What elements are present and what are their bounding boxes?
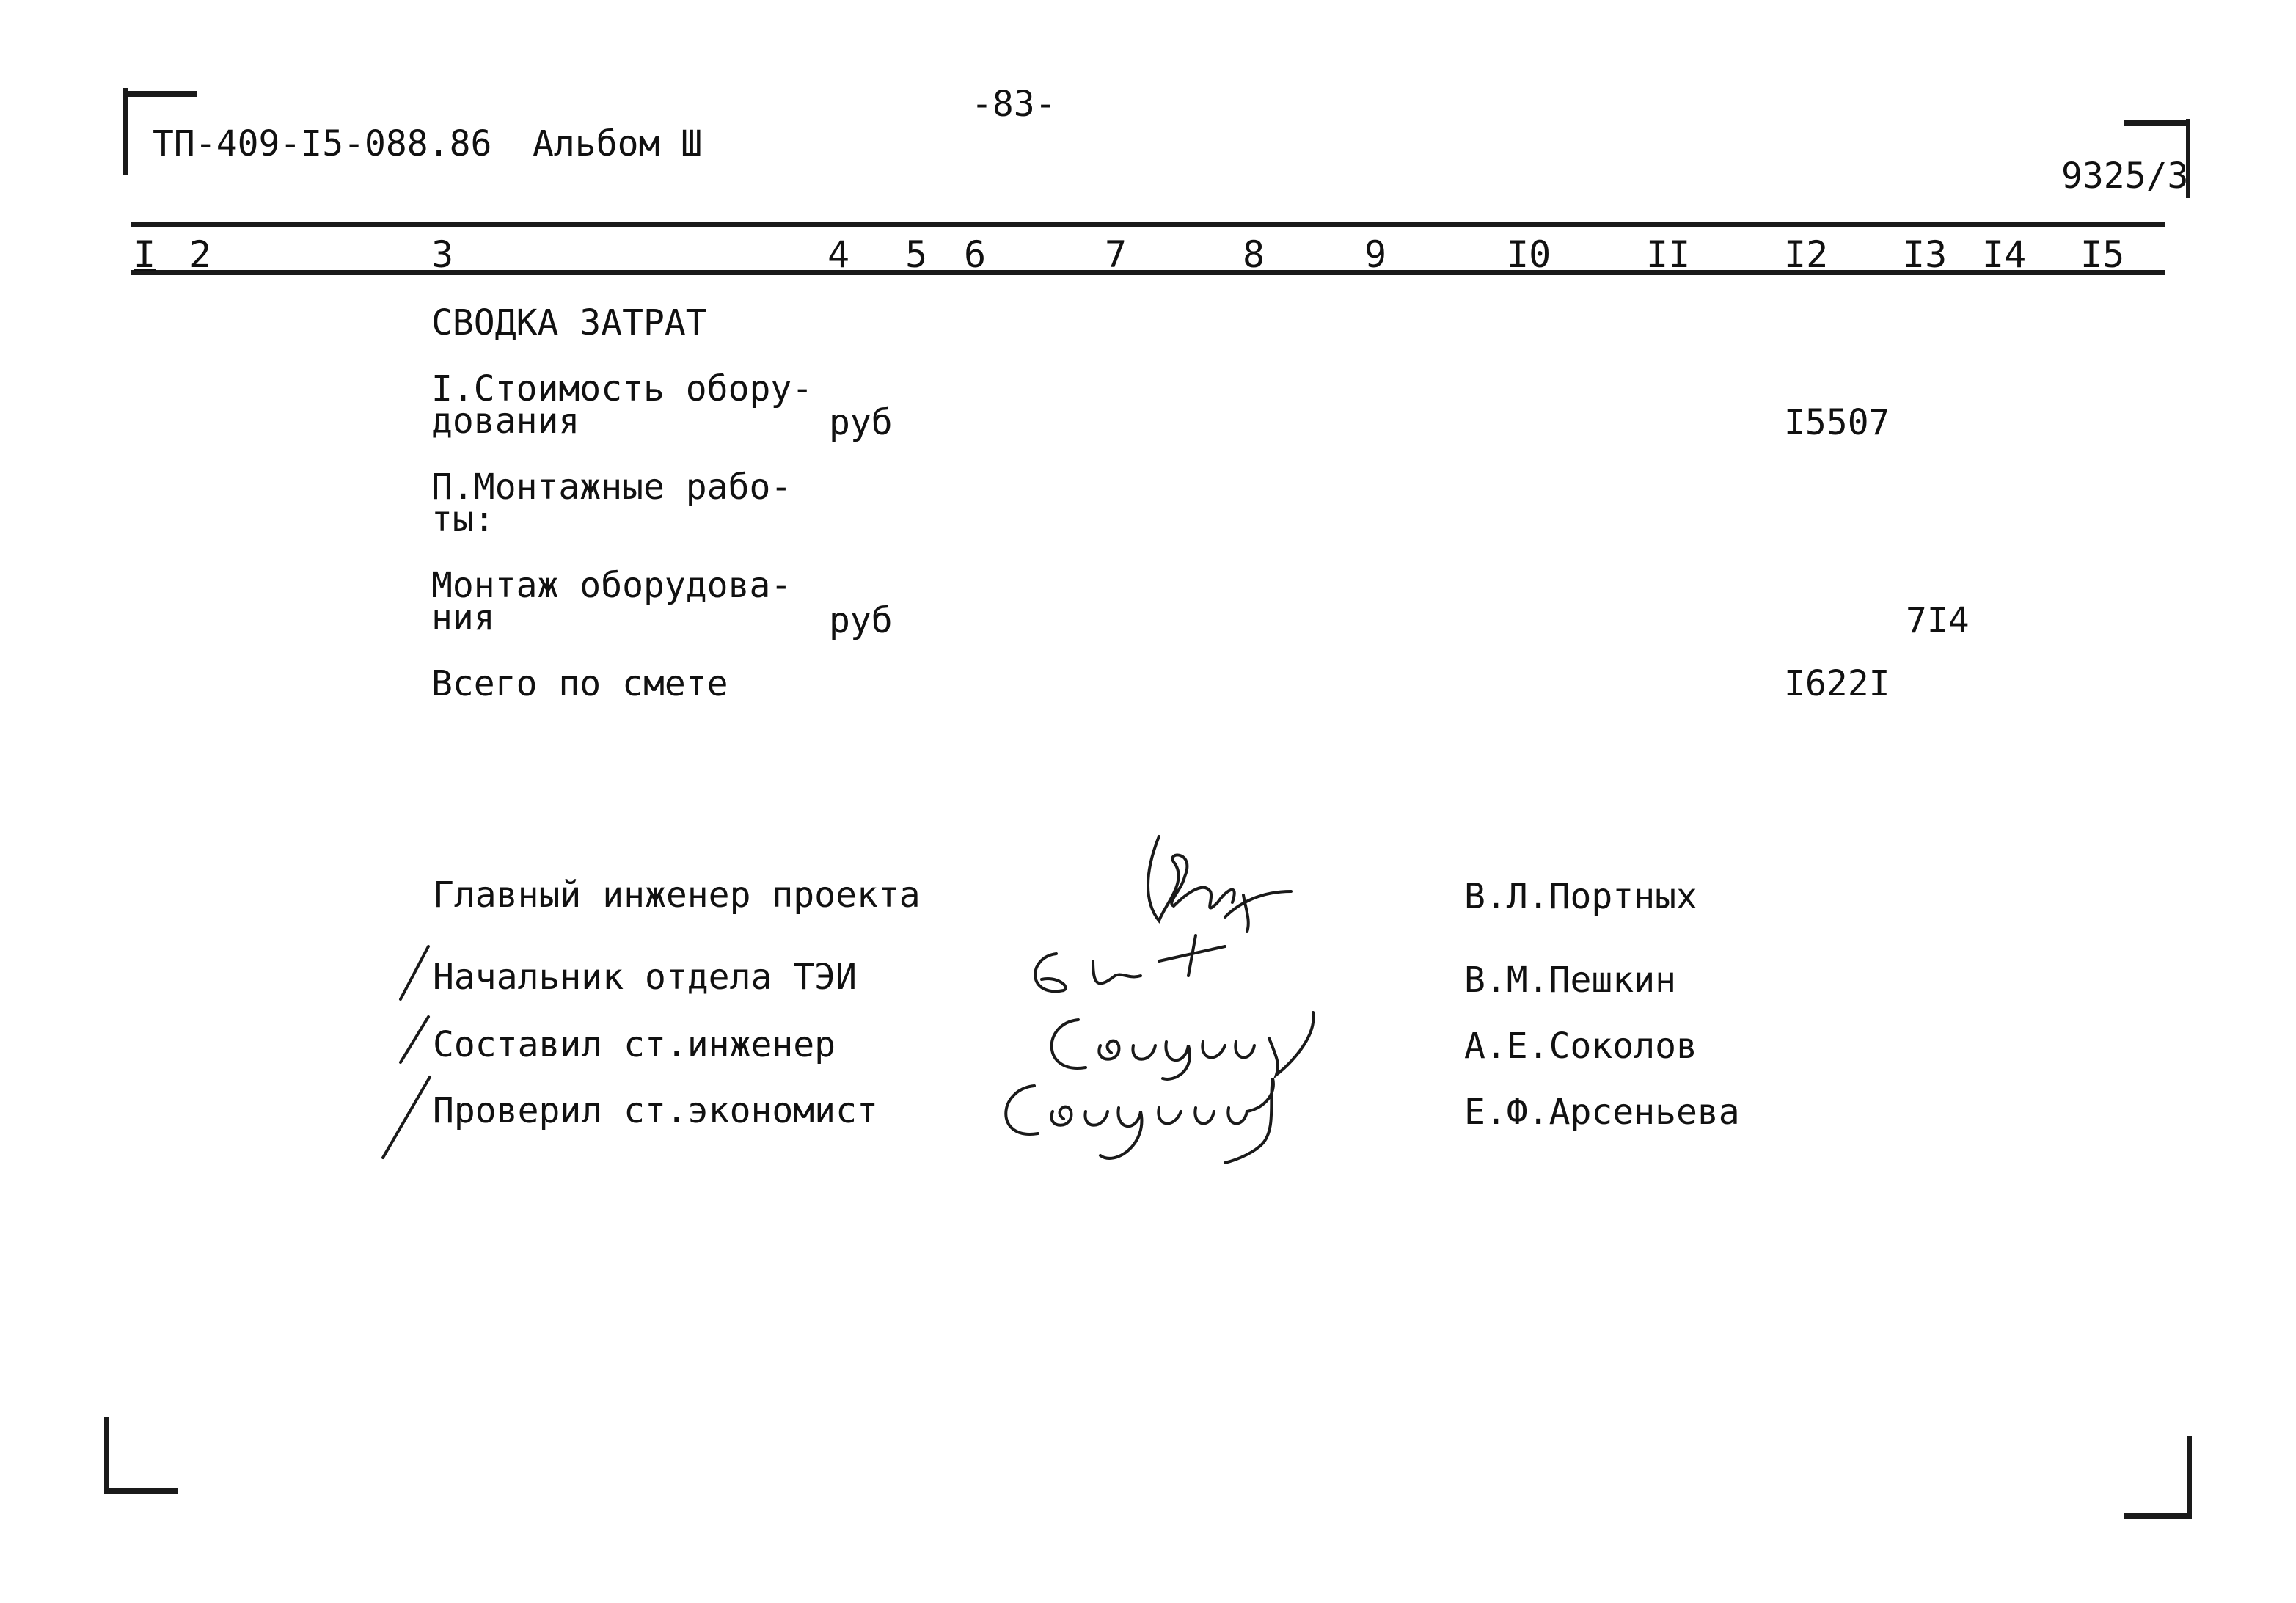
corner-mark-bottom-right-bar xyxy=(2124,1513,2192,1519)
column-number: 7 xyxy=(1105,233,1127,276)
column-number: II xyxy=(1646,233,1691,276)
page-number: -83- xyxy=(971,84,1056,125)
signature-role: Проверил ст.экономист xyxy=(433,1090,878,1131)
signature-role: Начальник отдела ТЭИ xyxy=(433,957,857,998)
summary-row-text: Монтаж оборудова- ния xyxy=(431,565,792,639)
summary-row-text: П.Монтажные рабо- ты: xyxy=(431,467,792,541)
column-number: 5 xyxy=(905,233,928,276)
column-number: 3 xyxy=(431,233,454,276)
summary-total-col12: I622I xyxy=(1784,663,1890,704)
column-number: 4 xyxy=(827,233,850,276)
column-number: I3 xyxy=(1903,233,1948,276)
corner-mark-top-right-bar xyxy=(2124,120,2190,126)
signature-arsenyeva-icon xyxy=(983,1071,1320,1174)
doc-code: ТП-409-I5-088.86 xyxy=(153,123,492,164)
corner-mark-bottom-left-bar xyxy=(104,1488,178,1494)
signature-role: Составил ст.инженер xyxy=(433,1024,836,1065)
column-number: I4 xyxy=(1982,233,2027,276)
check-mark-icon xyxy=(396,943,433,1002)
table-top-rule xyxy=(131,222,2165,227)
corner-mark-top-left-bar xyxy=(123,91,197,97)
summary-row-text: I.Стоимость обору- дования xyxy=(431,368,814,442)
summary-row-unit: руб xyxy=(829,402,893,443)
sheet-code: 9325/3 xyxy=(2061,156,2189,197)
column-number: I5 xyxy=(2080,233,2125,276)
corner-mark-bottom-left xyxy=(104,1417,109,1494)
column-number: 6 xyxy=(964,233,987,276)
album-label: Альбом Ш xyxy=(533,123,703,164)
signature-name: В.М.Пешкин xyxy=(1464,960,1676,1001)
column-number: 9 xyxy=(1364,233,1387,276)
column-number: 2 xyxy=(189,233,212,276)
column-number: I2 xyxy=(1784,233,1829,276)
corner-mark-bottom-right xyxy=(2187,1436,2192,1519)
check-mark-icon xyxy=(396,1014,433,1065)
signature-portnykh-icon xyxy=(1115,822,1335,946)
signature-role: Главный инженер проекта xyxy=(433,874,921,916)
signature-name: А.Е.Соколов xyxy=(1464,1026,1697,1067)
signature-name: Е.Ф.Арсеньева xyxy=(1464,1092,1740,1133)
summary-title: СВОДКА ЗАТРАТ xyxy=(431,302,707,343)
check-mark-icon xyxy=(377,1074,436,1162)
signature-peshkin-icon xyxy=(1012,932,1276,1012)
signature-name: В.Л.Портных xyxy=(1464,876,1697,917)
summary-row-unit: руб xyxy=(829,600,893,641)
column-number: I0 xyxy=(1507,233,1551,276)
column-number: 8 xyxy=(1243,233,1265,276)
summary-row-col13: 7I4 xyxy=(1906,600,1970,641)
summary-total-text: Всего по смете xyxy=(431,663,728,704)
column-number: I xyxy=(134,233,156,276)
corner-mark-top-left xyxy=(123,88,128,175)
summary-row-col12: I5507 xyxy=(1784,402,1890,443)
